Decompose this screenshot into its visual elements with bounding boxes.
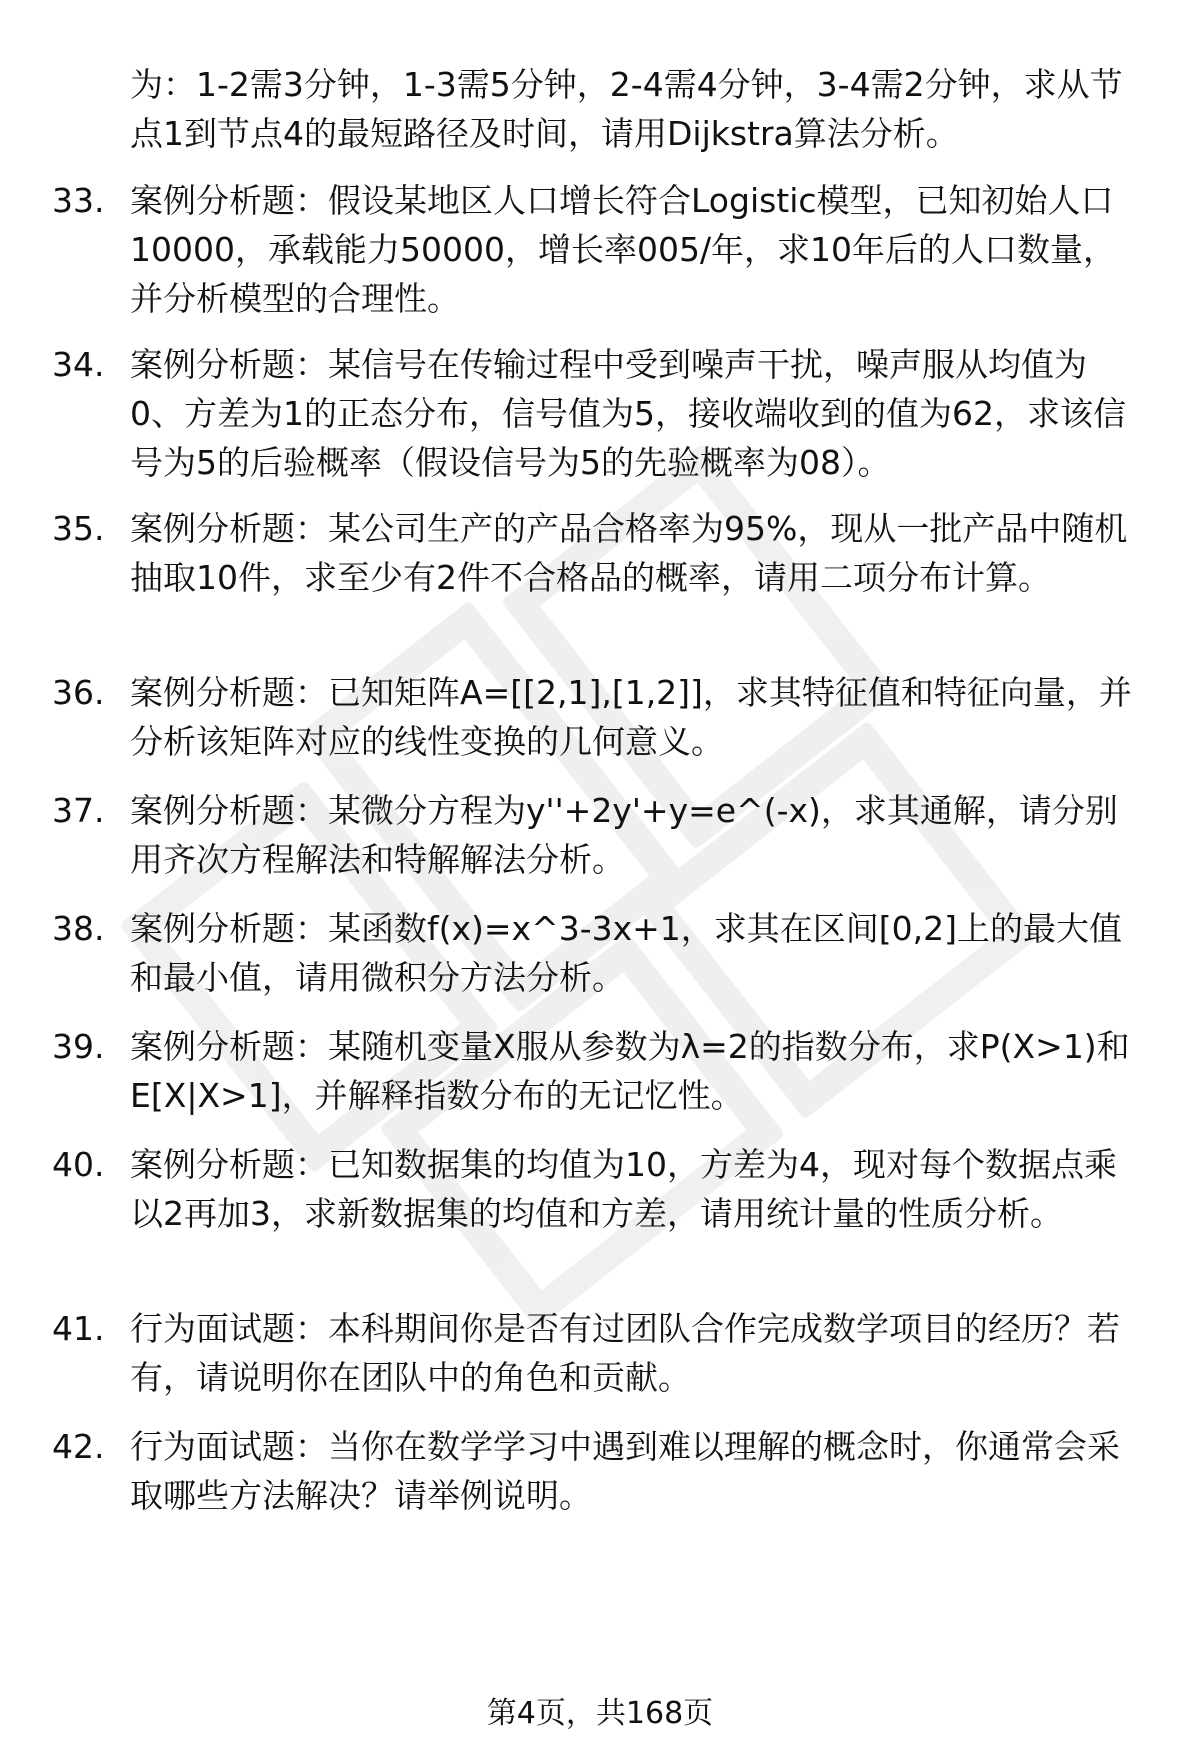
question-number: 41. [52,1309,105,1348]
question-text: 行为面试题：本科期间你是否有过团队合作完成数学项目的经历？若有，请说明你在团队中的角色和贡献。 [130,1309,1120,1397]
question-text: 行为面试题：当你在数学学习中遇到难以理解的概念时，你通常会采取哪些方法解决？请举例说明。 [130,1427,1120,1515]
question-number: 39. [52,1027,105,1066]
question-text: 案例分析题：已知矩阵A=[[2,1],[1,2]]，求其特征值和特征向量，并分析该矩阵对应的线性变换的几何意义。 [130,673,1132,761]
question-number: 42. [52,1427,105,1466]
question-text: 案例分析题：某随机变量X服从参数为λ=2的指数分布，求P(X>1)和E[X|X>1]，并解释指数分布的无记忆性。 [130,1027,1130,1115]
question-text: 案例分析题：某微分方程为y''+2y'+y=e^(-x)，求其通解，请分别用齐次方程解法和特解解法分析。 [130,791,1118,879]
question-text: 案例分析题：已知数据集的均值为10，方差为4，现对每个数据点乘以2再加3，求新数据集的均值和方差，请用统计量的性质分析。 [130,1145,1117,1233]
question-text: 案例分析题：某公司生产的产品合格率为95%，现从一批产品中随机抽取10件，求至少有2件不合格品的概率，请用二项分布计算。 [130,509,1128,597]
question-number: 35. [52,509,105,548]
question-number: 33. [52,181,105,220]
page-footer: 第4页，共168页 [486,1696,714,1731]
question-number: 38. [52,909,105,948]
question-text: 案例分析题：某函数f(x)=x^3-3x+1，求其在区间[0,2]上的最大值和最小值，请用微积分方法分析。 [130,909,1123,997]
question-text: 案例分析题：某信号在传输过程中受到噪声干扰，噪声服从均值为0、方差为1的正态分布，信号值为5，接收端收到的值为62，求该信号为5的后验概率（假设信号为5的先验概率为08）。 [130,345,1126,482]
question-number: 40. [52,1145,105,1184]
question-32-continuation: 为：1-2需3分钟，1-3需5分钟，2-4需4分钟，3-4需2分钟，求从节点1到节点4的最短路径及时间，请用Dijkstra算法分析。 [130,65,1123,153]
question-number: 34. [52,345,105,384]
question-number: 36. [52,673,105,712]
question-text: 案例分析题：假设某地区人口增长符合Logistic模型，已知初始人口10000，承载能力50000，增长率005/年，求10年后的人口数量，并分析模型的合理性。 [130,181,1117,318]
question-number: 37. [52,791,105,830]
